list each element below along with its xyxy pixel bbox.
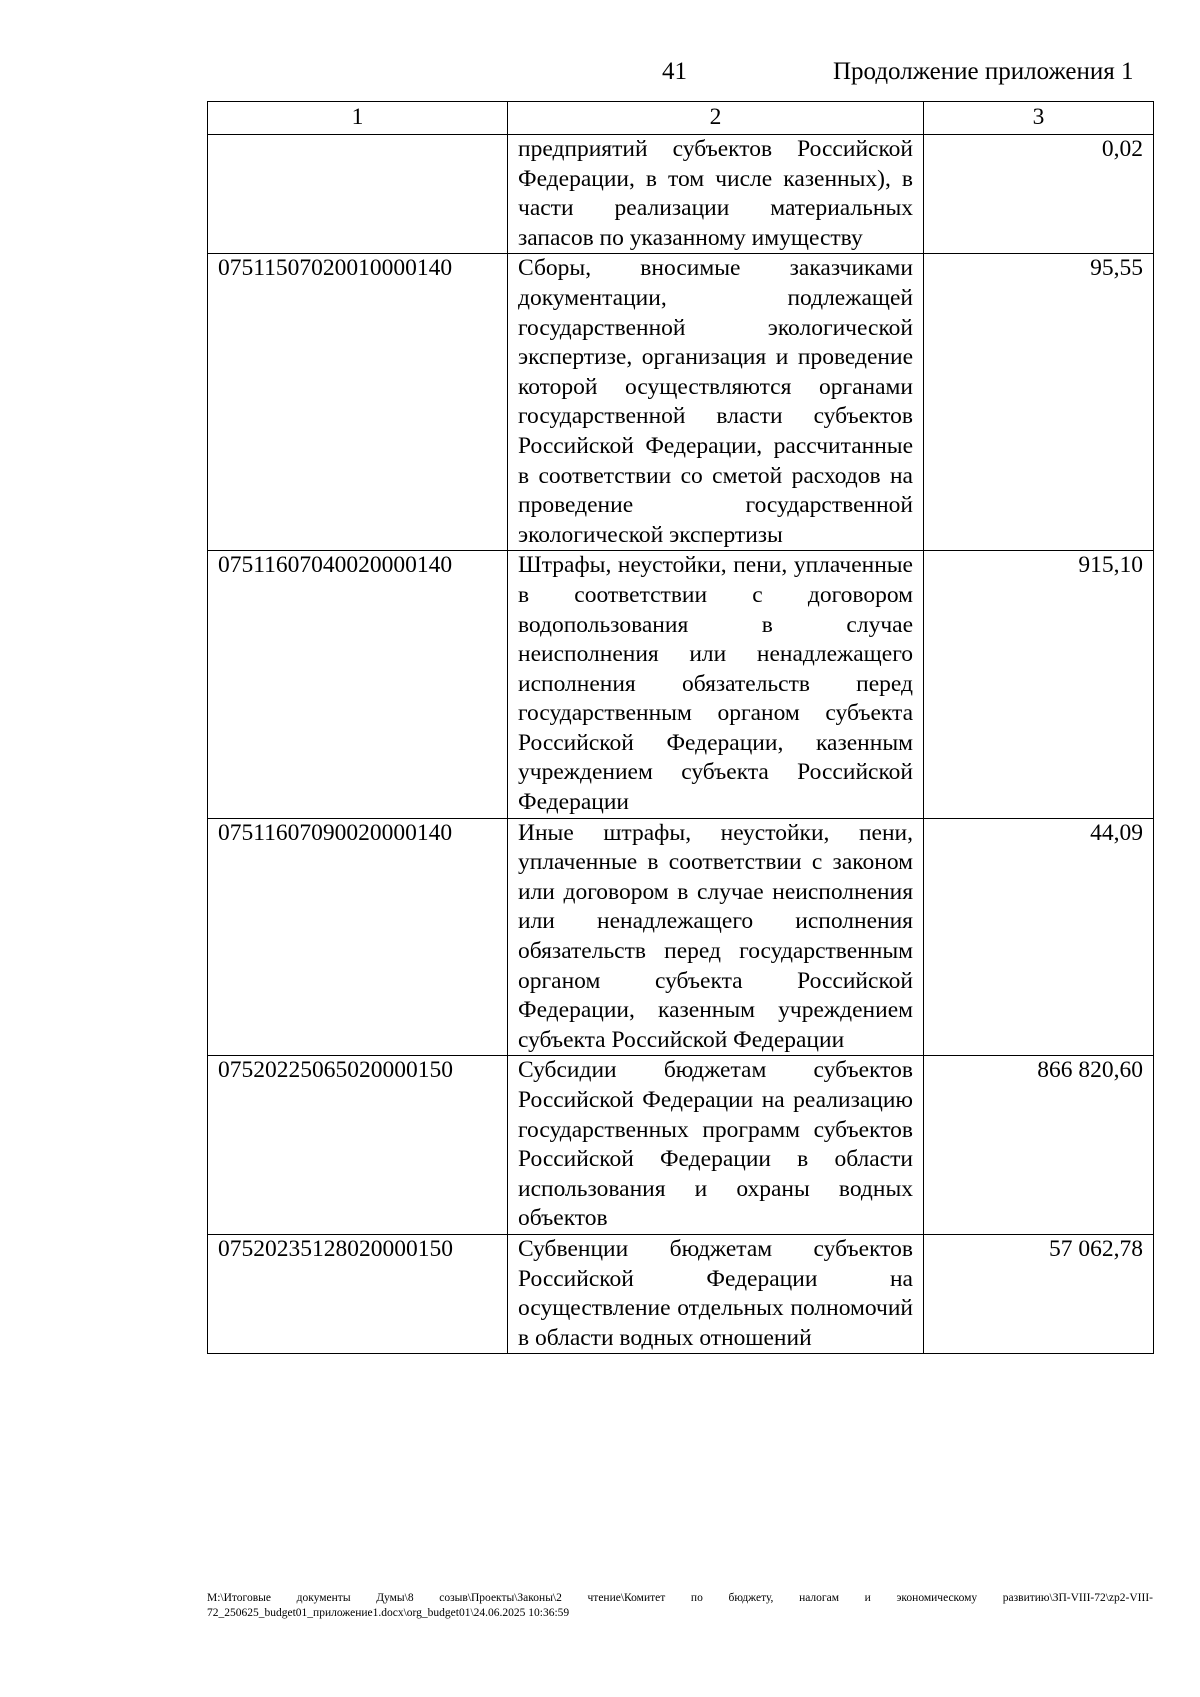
budget-code	[208, 135, 508, 254]
budget-amount: 866 820,60	[924, 1056, 1154, 1235]
column-header-amount: 3	[924, 102, 1154, 135]
budget-amount: 0,02	[924, 135, 1154, 254]
table-header-row	[208, 102, 1154, 135]
budget-description: Субсидии бюджетам субъектов Российской Федерации на реализацию государственных программ субъектов Российской Федерации в области использования и охраны водных объектов	[508, 1056, 924, 1235]
page-number: 41	[662, 58, 687, 85]
table-row	[208, 135, 1154, 254]
budget-amount: 57 062,78	[924, 1234, 1154, 1353]
table-row	[208, 1234, 1154, 1353]
budget-code: 07511607040020000140	[208, 551, 508, 818]
table-row	[208, 818, 1154, 1056]
budget-amount: 915,10	[924, 551, 1154, 818]
continuation-title: Продолжение приложения 1	[833, 58, 1134, 85]
budget-table	[207, 101, 1154, 1354]
budget-description: Субвенции бюджетам субъектов Российской Федерации на осуществление отдельных полномочий в области водных отношений	[508, 1234, 924, 1353]
table-row	[208, 551, 1154, 818]
budget-description: Иные штрафы, неустойки, пени, уплаченные в соответствии с законом или договором в случае неисполнения или ненадлежащего исполнения обязательств перед государственным органом субъекта Российской Федерации, казенным учреждением субъекта Российской Федерации	[508, 818, 924, 1056]
budget-code: 07511507020010000140	[208, 254, 508, 551]
budget-description: Штрафы, неустойки, пени, уплаченные в соответствии с договором водопользования в случае неисполнения или ненадлежащего исполнения обязательств перед государственным органом субъекта Российской Федерации, казенным учреждением субъекта Российской Федерации	[508, 551, 924, 818]
budget-amount: 95,55	[924, 254, 1154, 551]
column-header-description: 2	[508, 102, 924, 135]
table-row	[208, 254, 1154, 551]
table-row	[208, 1056, 1154, 1235]
budget-description: предприятий субъектов Российской Федерации, в том числе казенных), в части реализации материальных запасов по указанному имуществу	[508, 135, 924, 254]
document-file-path: M:\Итоговые документы Думы\8 созыв\Проекты\Законы\2 чтение\Комитет по бюджету, налогам и экономическому развитию\ЗП-VIII-72\zp2-VIII-72_250625_budget01_приложение1.docx\org_budget01\24.06.2025 10:36:59	[207, 1592, 1153, 1619]
budget-code: 07520235128020000150	[208, 1234, 508, 1353]
budget-description: Сборы, вносимые заказчиками документации, подлежащей государственной экологической экспертизе, организация и проведение которой осуществляются органами государственной власти субъектов Российской Федерации, рассчитанные в соответствии со сметой расходов на проведение государственной экологической экспертизы	[508, 254, 924, 551]
budget-amount: 44,09	[924, 818, 1154, 1056]
column-header-code: 1	[208, 102, 508, 135]
budget-code: 07511607090020000140	[208, 818, 508, 1056]
budget-code: 07520225065020000150	[208, 1056, 508, 1235]
